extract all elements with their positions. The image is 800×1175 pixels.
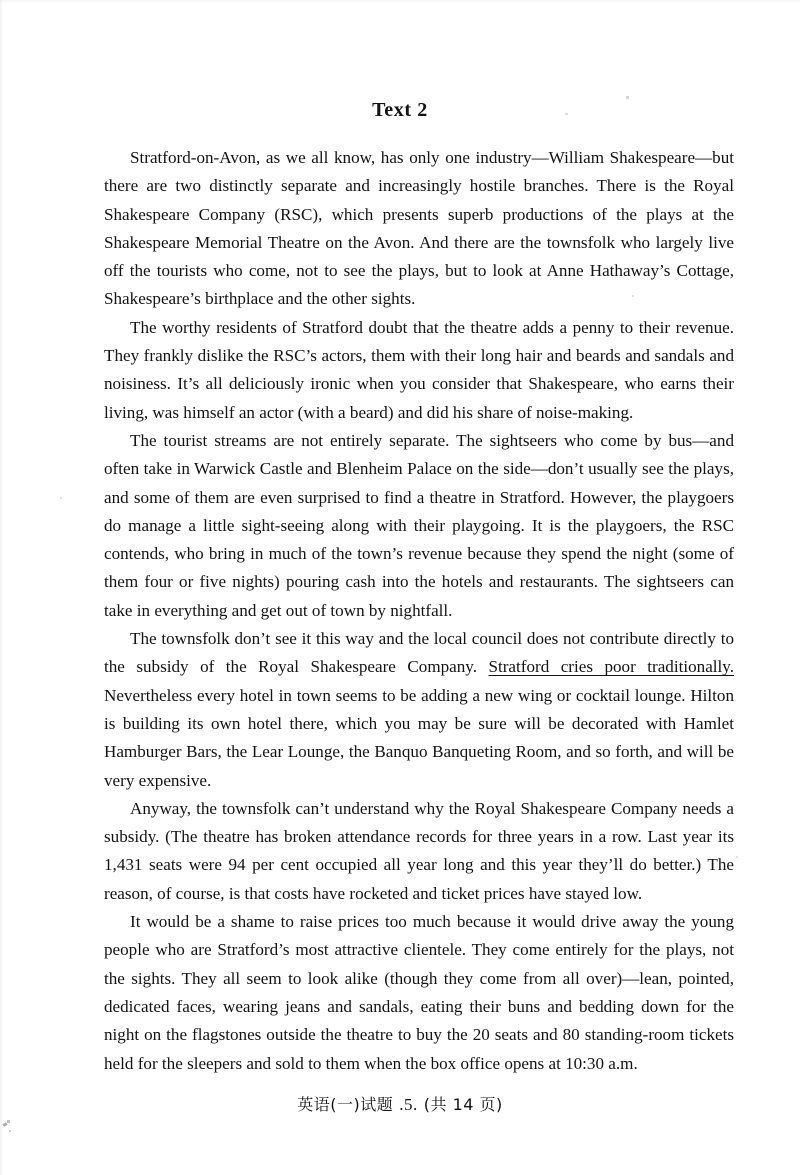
passage-paragraph-1: Stratford-on-Avon, as we all know, has only one industry—William Shakespeare—but there are two distinctly separate and increasingly hostile branches. There is the Royal Shakespeare Company (RSC), which presents superb productions of the plays at the Shakespeare Memorial Theatre on the Avon. And there are the townsfolk who largely live off the tourists who come, not to see the plays, but to look at Anne Hathaway’s Cottage, Shakespeare’s birthplace and the other sights. [104,148,734,309]
passage-paragraph-6: It would be a shame to raise prices too much because it would drive away the young people who are Stratford’s most attractive clientele. They come entirely for the plays, not the sights. They all seem to look alike (though they come from all over)—lean, pointed, dedicated faces, wearing jeans and sandals, eating their buns and bedding down for the night on the flagstones outside the theatre to buy the 20 seats and 80 standing-room tickets held for the sleepers and sold to them when the box office opens at 10:30 a.m. [104,912,734,1073]
footer-total-pages: (共 14 页) [423,1095,503,1114]
passage-body [104,144,734,1078]
footer-page-number: .5. [399,1095,418,1114]
scan-artifact-speck [60,497,62,499]
paragraph-4-text-after-underline: Nevertheless every hotel in town seems to be adding a new wing or cocktail lounge. Hilton is building its own hotel there, which you may be sure will be decorated with Hamlet Hamburger Bars, the Lear Lounge, the Banquo Banqueting Room, and so forth, and will be very expensive. [104,685,734,790]
footer-subject-label: 英语(一)试题 [297,1095,394,1114]
paragraph-4-text-before-underline: The townsfolk don’t see it this way and the local council does not contribute directly to the subsidy of the Royal Shakespeare Company. [104,629,734,677]
scan-artifact-speck [7,1120,10,1123]
scan-artifact-speck [9,1130,11,1132]
underlined-phrase: Stratford cries poor traditionally. [488,657,734,677]
scan-edge-top [0,0,800,3]
scan-artifact-speck [736,856,738,858]
passage-paragraph-2: The worthy residents of Stratford doubt that the theatre adds a penny to their revenue. They frankly dislike the RSC’s actors, them with their long hair and beards and sandals and noisiness. It’s all deliciously ironic when you consider that Shakespeare, who earns their living, was himself an actor (with a beard) and did his share of noise-making. [104,317,734,422]
page-footer [0,1092,800,1115]
scan-edge-left [0,0,3,1175]
page-title: Text 2 [372,99,428,122]
scan-artifact-speck [3,1122,8,1127]
passage-paragraph-5: Anyway, the townsfolk can’t understand why the Royal Shakespeare Company needs a subsidy. (The theatre has broken attendance records for three years in a row. Last year its 1,431 seats were 94 per cent occupied all year long and this year they’ll do better.) The reason, of course, is that costs have rocketed and ticket prices have stayed low. [104,798,734,903]
passage-paragraph-3: The tourist streams are not entirely separate. The sightseers who come by bus—and often take in Warwick Castle and Blenheim Palace on the side—don’t usually see the plays, and some of them are even surprised to find a theatre in Stratford. However, the playgoers do manage a little sight-seeing along with their playgoing. It is the playgoers, the RSC contends, who bring in much of the town’s revenue because they spend the night (some of them four or five nights) pouring cash into the hotels and restaurants. The sightseers can take in everything and get out of town by nightfall. [104,430,734,620]
passage-paragraph-4 [104,625,734,795]
